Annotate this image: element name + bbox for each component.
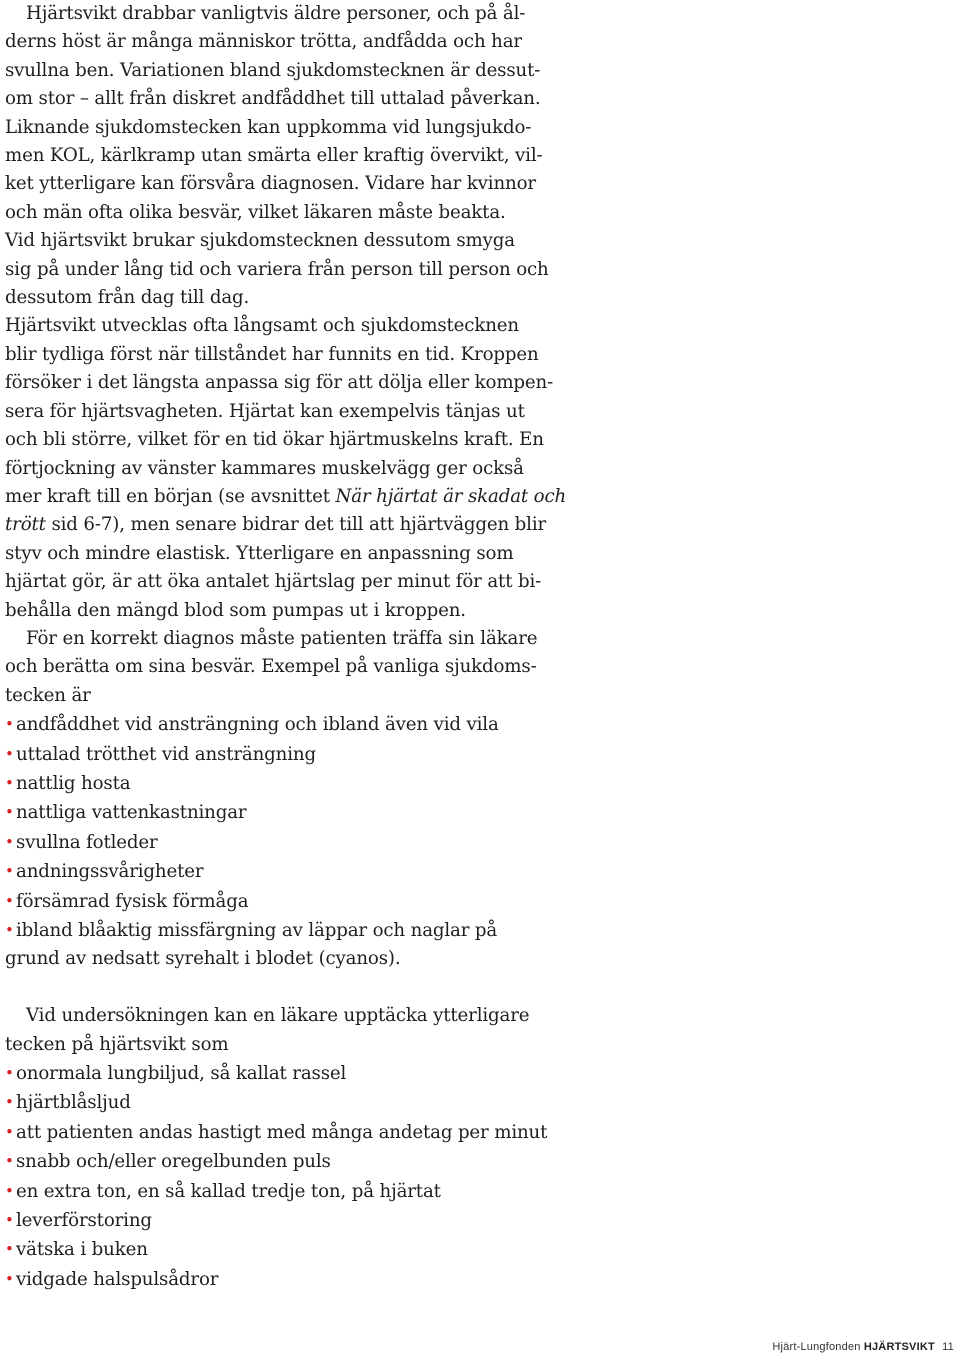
paragraph-spacer: [5, 974, 535, 1002]
text-line: och män ofta olika besvär, vilket läkaren måste beakta.: [5, 201, 506, 223]
bullet-icon: •: [5, 744, 14, 763]
footer-org: Hjärt-Lungfonden: [772, 1341, 861, 1353]
bullet-icon: •: [5, 891, 14, 910]
text-line: sera för hjärtsvagheten. Hjärtat kan exempelvis tänjas ut: [5, 400, 525, 422]
text-line: och bli större, vilket för en tid ökar hjärtmuskelns kraft. En: [5, 429, 544, 451]
bullet-icon: •: [5, 862, 14, 881]
text-fragment: sid 6-7), men senare bidrar det till att hjärtväggen blir: [45, 514, 547, 536]
bullet-icon: •: [5, 1093, 14, 1112]
list-item: • uttalad trötthet vid ansträngning: [5, 740, 535, 769]
text-line: blir tydliga först när tillståndet har funnits en tid. Kroppen: [5, 343, 539, 365]
text-line: svullna ben. Variationen bland sjukdomstecknen är dessut-: [5, 59, 541, 81]
bullet-icon: •: [5, 1181, 14, 1200]
list-item: • snabb och/eller oregelbunden puls: [5, 1147, 535, 1176]
text-line: och berätta om sina besvär. Exempel på vanliga sjukdoms-: [5, 656, 537, 678]
text-line: om stor – allt från diskret andfåddhet till uttalad påverkan.: [5, 88, 541, 110]
bullet-icon: •: [5, 715, 14, 734]
list-item: • onormala lungbiljud, så kallat rassel: [5, 1059, 535, 1088]
list-item-continuation: grund av nedsatt syrehalt i blodet (cyanos).: [5, 948, 401, 970]
list-item: • hjärtblåsljud: [5, 1088, 535, 1117]
page-footer: [772, 1341, 954, 1353]
article-body: [5, 0, 567, 1294]
text-line: Hjärtsvikt drabbar vanligtvis äldre personer, och på ål-: [26, 3, 526, 24]
list-item: • nattliga vattenkastningar: [5, 798, 535, 827]
list-item: • svullna fotleder: [5, 828, 535, 857]
text-fragment: mer kraft till en början (se avsnittet: [5, 485, 336, 507]
text-line: Vid hjärtsvikt brukar sjukdomstecknen dessutom smyga: [5, 230, 515, 252]
text-line: men KOL, kärlkramp utan smärta eller kraftig övervikt, vil-: [5, 145, 543, 167]
bullet-icon: •: [5, 1240, 14, 1259]
text-line: förtjockning av vänster kammares muskelvägg ger också: [5, 457, 524, 479]
list-item: • nattlig hosta: [5, 769, 535, 798]
text-line: styv och mindre elastisk. Ytterligare en anpassning som: [5, 542, 514, 564]
list-item: • andfåddhet vid ansträngning och ibland även vid vila: [5, 710, 535, 739]
text-line: tecken är: [5, 684, 91, 706]
bullet-icon: •: [5, 803, 14, 822]
text-line: Vid undersökningen kan en läkare upptäcka ytterligare: [26, 1005, 530, 1027]
section-reference: trött: [5, 514, 46, 536]
text-line: Hjärtsvikt utvecklas ofta långsamt och sjukdomstecknen: [5, 315, 519, 337]
list-item: • vidgade halspulsådror: [5, 1265, 535, 1294]
text-line-with-reference: [5, 511, 547, 539]
list-item: • vätska i buken: [5, 1235, 535, 1264]
list-item: • försämrad fysisk förmåga: [5, 887, 535, 916]
list-item: • leverförstoring: [5, 1206, 535, 1235]
examination-sign-list: [5, 1059, 548, 1294]
text-line-with-reference: [5, 483, 567, 511]
bullet-icon: •: [5, 1122, 14, 1141]
text-line: hjärtat gör, är att öka antalet hjärtslag per minut för att bi-: [5, 571, 542, 593]
symptom-list: [5, 710, 535, 974]
bullet-icon: •: [5, 1269, 14, 1288]
bullet-icon: •: [5, 1211, 14, 1230]
list-item: • att patienten andas hastigt med många andetag per minut: [5, 1118, 535, 1147]
text-line: försöker i det längsta anpassa sig för att dölja eller kompen-: [5, 372, 554, 394]
bullet-icon: •: [5, 1152, 14, 1171]
bullet-icon: •: [5, 921, 14, 939]
text-line: För en korrekt diagnos måste patienten träffa sin läkare: [26, 627, 538, 649]
text-line: tecken på hjärtsvikt som: [5, 1033, 229, 1055]
list-item: • ibland blåaktig missfärgning av läppar och naglar på: [5, 916, 535, 945]
text-line: Liknande sjukdomstecken kan uppkomma vid lungsjukdo-: [5, 116, 532, 138]
list-item: • andningssvårigheter: [5, 857, 535, 886]
text-line: derns höst är många människor trötta, andfådda och har: [5, 31, 522, 53]
text-line: sig på under lång tid och variera från person till person och: [5, 258, 549, 280]
text-line: behålla den mängd blod som pumpas ut i kroppen.: [5, 599, 466, 621]
text-line: ket ytterligare kan försvåra diagnosen. Vidare har kvinnor: [5, 173, 536, 195]
bullet-icon: •: [5, 1064, 14, 1083]
list-item: • en extra ton, en så kallad tredje ton, på hjärtat: [5, 1177, 535, 1206]
section-reference: När hjärtat är skadat och: [335, 485, 567, 507]
footer-title: HJÄRTSVIKT: [863, 1341, 935, 1353]
bullet-icon: •: [5, 773, 14, 792]
page-number: 11: [942, 1341, 954, 1353]
bullet-icon: •: [5, 832, 14, 851]
text-line: dessutom från dag till dag.: [5, 287, 250, 309]
